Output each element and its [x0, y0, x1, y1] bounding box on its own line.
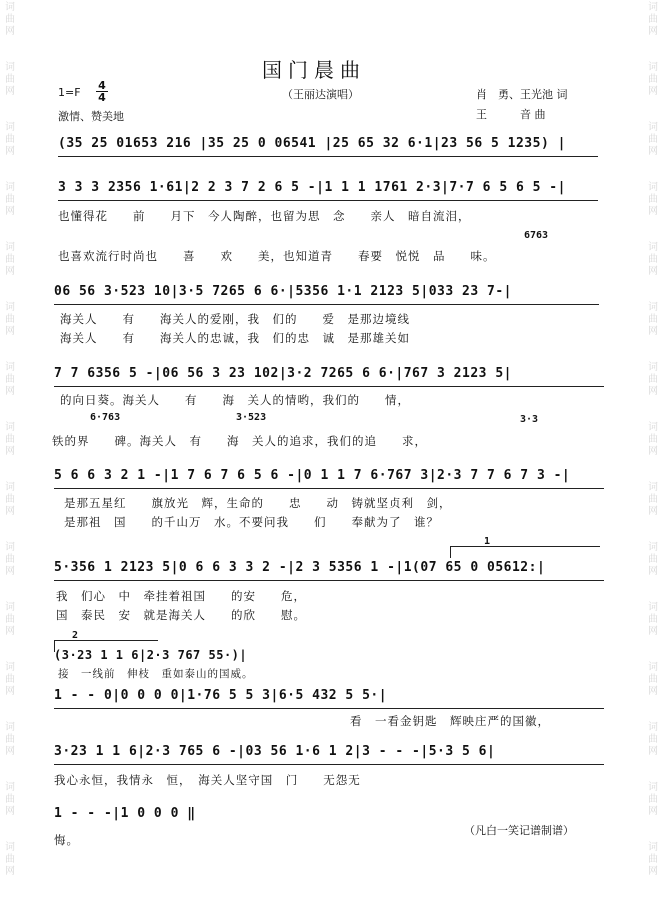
staff-6-lyric-2: 国 泰民 安 就是海关人 的欣 慰。 — [56, 608, 306, 622]
staff-9-beam — [54, 764, 604, 765]
staff-6-notes: 5·356 1 2123 5|0 6 6 3 3 2 -|2 3 5356 1 -|1(07 65 0 05612:| — [54, 560, 546, 575]
watermark-left-11: 词曲网 — [5, 602, 15, 637]
transcription-credit: （凡白一笑记谱制谱） — [464, 824, 574, 837]
watermark-right-7: 词曲网 — [648, 362, 658, 397]
staff-10-notes: 1 - - -|1 0 0 0 ‖ — [54, 806, 196, 821]
watermark-left-5: 词曲网 — [5, 242, 15, 277]
watermark-right-14: 词曲网 — [648, 782, 658, 817]
watermark-left-2: 词曲网 — [5, 62, 15, 97]
time-signature — [96, 80, 108, 103]
watermark-right-12: 词曲网 — [648, 662, 658, 697]
watermark-left-15: 词曲网 — [5, 842, 15, 877]
staff-4-above-note-2: 3·523 — [236, 412, 267, 423]
page-title: 国门晨曲 — [262, 58, 366, 82]
watermark-right-4: 词曲网 — [648, 182, 658, 217]
time-signature-bottom: 4 — [96, 91, 108, 103]
watermark-right-2: 词曲网 — [648, 62, 658, 97]
staff-1-beam — [58, 156, 598, 157]
staff-4-lyric-2: 铁的界 碑。海关人 有 海 关人的追求，我们的追 求， — [52, 434, 427, 448]
volta-2-number: 2 — [72, 630, 79, 641]
staff-8-notes: 1 - - 0|0 0 0 0|1·76 5 5 3|6·5 432 5 5·| — [54, 688, 388, 703]
watermark-left-7: 词曲网 — [5, 362, 15, 397]
staff-6-beam — [54, 580, 604, 581]
watermark-right-15: 词曲网 — [648, 842, 658, 877]
staff-4-above-note-3: 3·3 — [520, 414, 539, 425]
staff-5-lyric-2: 是那祖 国 的千山万 水。不要问我 们 奉献为了 谁？ — [64, 515, 439, 529]
staff-1-notes: (35 25 01653 216 |35 25 0 06541 |25 65 32 6·1|23 56 5 1235) | — [58, 136, 566, 151]
time-signature-top: 4 — [98, 79, 106, 92]
watermark-left-13: 词曲网 — [5, 722, 15, 757]
watermark-right-9: 词曲网 — [648, 482, 658, 517]
staff-3-notes: 06 56 3·523 10|3·5 7265 6 6·|5356 1·1 2123 5|033 23 7-| — [54, 284, 512, 299]
watermark-left-1: 词曲网 — [5, 2, 15, 37]
key-signature: 1=F — [58, 86, 81, 99]
staff-9-lyric: 我心永恒，我情永 恒， 海关人坚守国 门 无怨无 — [54, 773, 361, 787]
staff-2-lyric-2: 也喜欢流行时尚也 喜 欢 美，也知道青 春要 悦悦 品 味。 — [58, 249, 496, 263]
watermark-right-1: 词曲网 — [648, 2, 658, 37]
lyricist-credit: 肖 勇、王光池 词 — [476, 88, 568, 101]
watermark-right-8: 词曲网 — [648, 422, 658, 457]
staff-7-lyric: 接 一线前 伸枝 重如泰山的国威。 — [58, 668, 254, 680]
staff-3-lyric-2: 海关人 有 海关人的忠诚，我 们的忠 诚 是那雄关如 — [60, 331, 410, 345]
watermark-left-10: 词曲网 — [5, 542, 15, 577]
tempo-marking: 激情、赞美地 — [58, 110, 124, 123]
volta-1-bracket — [450, 546, 600, 547]
staff-6-lyric-1: 我 们心 中 牵挂着祖国 的安 危， — [56, 589, 306, 603]
watermark-left-12: 词曲网 — [5, 662, 15, 697]
staff-3-lyric-1: 海关人 有 海关人的爱刚，我 们的 爱 是那边境线 — [60, 312, 410, 326]
watermark-right-13: 词曲网 — [648, 722, 658, 757]
staff-5-notes: 5 6 6 3 2 1 -|1 7 6 7 6 5 6 -|0 1 1 7 6·767 3|2·3 7 7 6 7 3 -| — [54, 468, 571, 483]
watermark-left-9: 词曲网 — [5, 482, 15, 517]
watermark-right-11: 词曲网 — [648, 602, 658, 637]
watermark-left-14: 词曲网 — [5, 782, 15, 817]
staff-7-notes: (3·23 1 1 6|2·3 767 55·)| — [54, 648, 248, 662]
watermark-left-6: 词曲网 — [5, 302, 15, 337]
watermark-left-4: 词曲网 — [5, 182, 15, 217]
staff-4-beam — [54, 386, 604, 387]
staff-8-beam — [54, 708, 604, 709]
staff-2-lyric-1: 也懂得花 前 月下 今人陶醉，也留为思 念 亲人 暗自流泪， — [58, 209, 471, 223]
staff-8-lyric: 看 一看金钥匙 辉映庄严的国徽， — [350, 714, 550, 728]
staff-4-lyric-1: 的向日葵。海关人 有 海 关人的情哟，我们的 情， — [60, 393, 410, 407]
staff-4-notes: 7 7 6356 5 -|06 56 3 23 102|3·2 7265 6 6·|767 3 2123 5| — [54, 366, 512, 381]
staff-5-beam — [54, 488, 604, 489]
volta-2-bracket — [54, 640, 158, 641]
watermark-left-8: 词曲网 — [5, 422, 15, 457]
watermark-left-3: 词曲网 — [5, 122, 15, 157]
staff-2-notes: 3 3 3 2356 1·61|2 2 3 7 2 6 5 -|1 1 1 1761 2·3|7·7 6 5 6 5 -| — [58, 180, 566, 195]
watermark-right-10: 词曲网 — [648, 542, 658, 577]
watermark-right-5: 词曲网 — [648, 242, 658, 277]
staff-5-lyric-1: 是那五星红 旗放光 辉，生命的 忠 动 铸就坚贞利 剑， — [64, 496, 452, 510]
staff-9-notes: 3·23 1 1 6|2·3 765 6 -|03 56 1·6 1 2|3 - - -|5·3 5 6| — [54, 744, 496, 759]
volta-1-start — [450, 546, 451, 558]
volta-1-number: 1 — [484, 536, 491, 547]
staff-2-above-note: 6763 — [524, 230, 549, 241]
watermark-right-6: 词曲网 — [648, 302, 658, 337]
staff-4-above-note-1: 6·763 — [90, 412, 121, 423]
staff-2-beam — [58, 200, 598, 201]
staff-10-lyric: 悔。 — [54, 833, 79, 847]
staff-3-beam — [54, 304, 599, 305]
composer-credit: 王 音 曲 — [476, 108, 546, 121]
watermark-right-3: 词曲网 — [648, 122, 658, 157]
singer-credit: （王丽达演唱） — [282, 88, 359, 101]
